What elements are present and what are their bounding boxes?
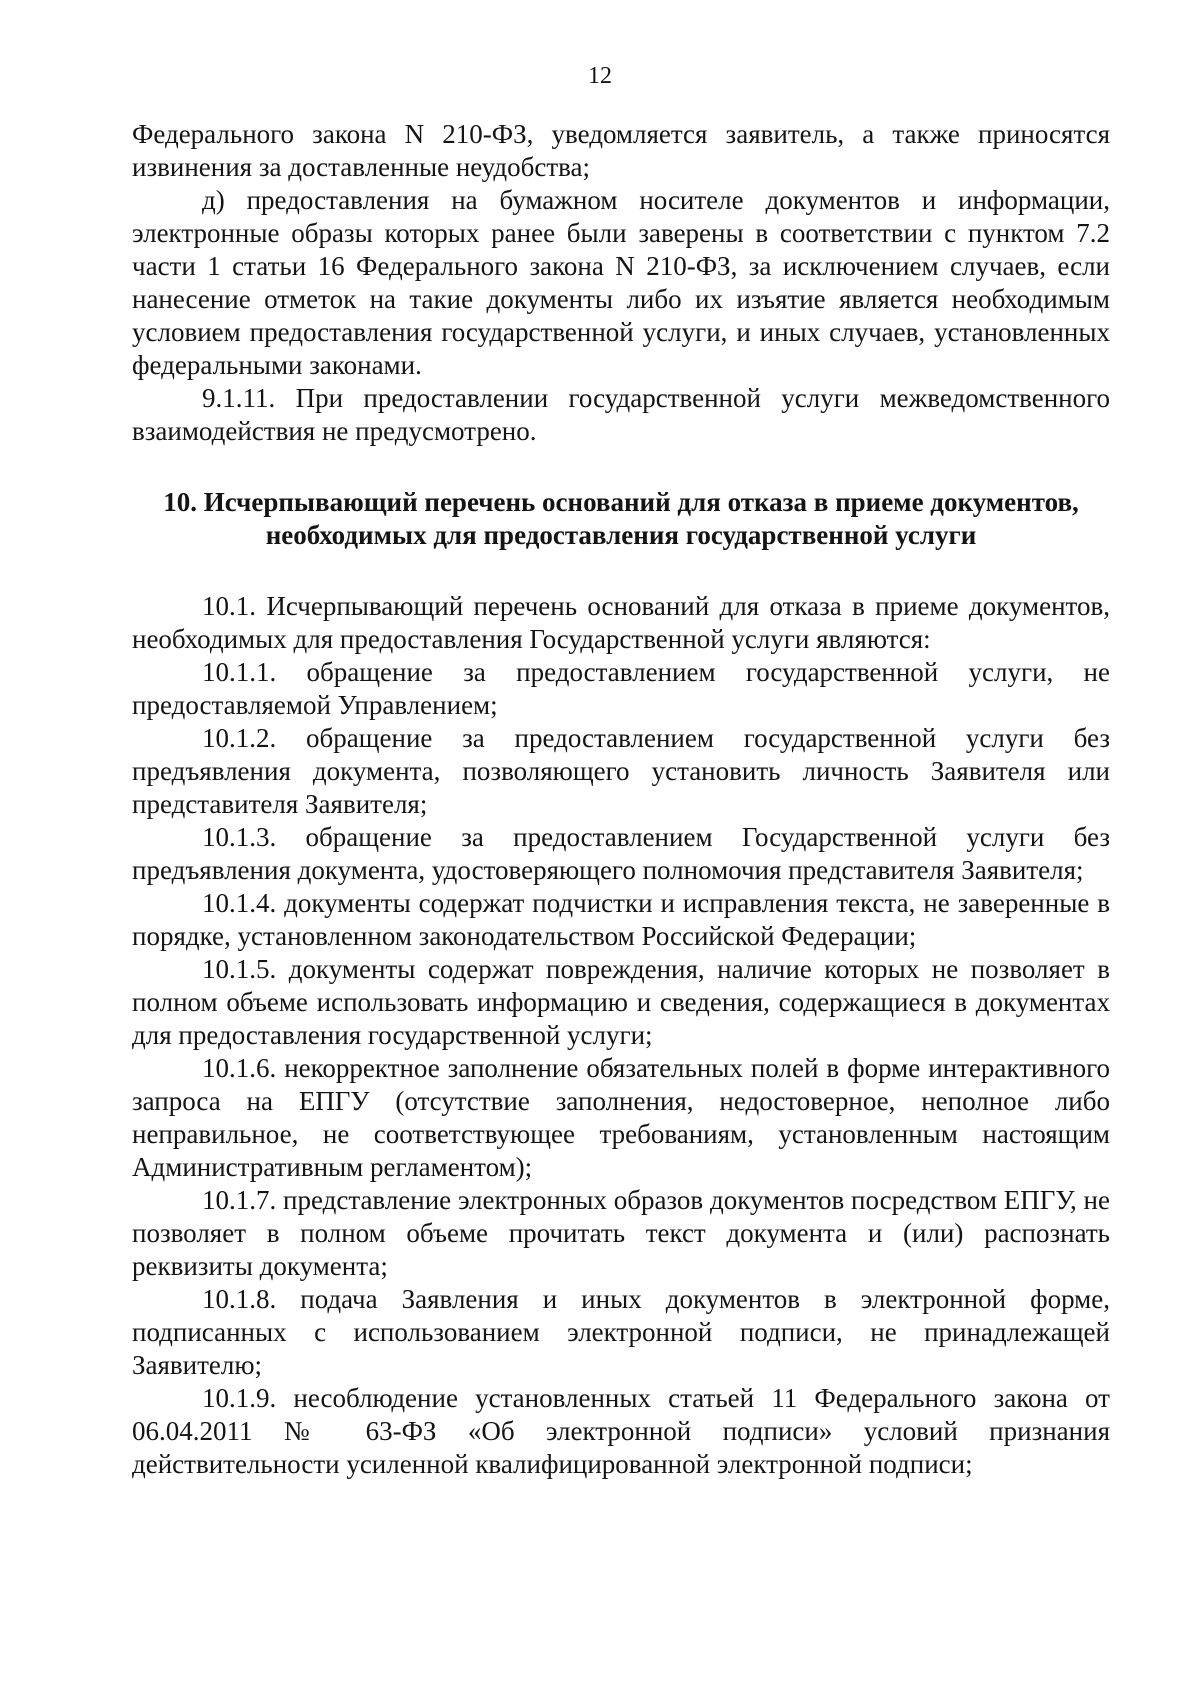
paragraph-10-1-9: 10.1.9. несоблюдение установленных статьей 11 Федерального закона от 06.04.2011 № 63-ФЗ «Об электронной подписи» условий признания действительности усиленной квалифицированной электронной подписи; [132,1383,1110,1479]
paragraph-continuation: Федерального закона N 210-ФЗ, уведомляется заявитель, а также приносятся извинения за доставленные неудобства; [132,119,1110,182]
section-heading-line-1: 10. Исчерпывающий перечень оснований для отказа в приеме документов, [163,487,1079,517]
paragraph-10-1-5: 10.1.5. документы содержат повреждения, наличие которых не позволяет в полном объеме использовать информацию и сведения, содержащиеся в документах для предоставления государственной услуги; [132,954,1110,1050]
paragraph-9-1-11: 9.1.11. При предоставлении государственной услуги межведомственного взаимодействия не предусмотрено. [132,383,1110,446]
paragraph-10-1-1: 10.1.1. обращение за предоставлением государственной услуги, не предоставляемой Управлением; [132,657,1110,720]
paragraph-10-1-7: 10.1.7. представление электронных образов документов посредством ЕПГУ, не позволяет в полном объеме прочитать текст документа и (или) распознать реквизиты документа; [132,1185,1110,1281]
paragraph-10-1-8: 10.1.8. подача Заявления и иных документов в электронной форме, подписанных с использованием электронной подписи, не принадлежащей Заявителю; [132,1284,1110,1380]
paragraph-10-1-6: 10.1.6. некорректное заполнение обязательных полей в форме интерактивного запроса на ЕПГУ (отсутствие заполнения, недостоверное, неполное либо неправильное, не соответствующее требованиям, установленным настоящим Административным регламентом); [132,1053,1110,1182]
page-number: 12 [588,63,612,89]
document-body [132,118,1110,1481]
section-heading [132,486,1110,552]
paragraph-10-1-3: 10.1.3. обращение за предоставлением Государственной услуги без предъявления документа, удостоверяющего полномочия представителя Заявителя; [132,822,1110,885]
section-heading-line-2: необходимых для предоставления государственной услуги [265,520,977,550]
paragraph-10-1: 10.1. Исчерпывающий перечень оснований для отказа в приеме документов, необходимых для предоставления Государственной услуги являются: [132,591,1110,654]
paragraph-10-1-4: 10.1.4. документы содержат подчистки и исправления текста, не заверенные в порядке, установленном законодательством Российской Федерации; [132,888,1110,951]
paragraph-10-1-2: 10.1.2. обращение за предоставлением государственной услуги без предъявления документа, позволяющего установить личность Заявителя или представителя Заявителя; [132,723,1110,819]
paragraph-item-d: д) предоставления на бумажном носителе документов и информации, электронные образы которых ранее были заверены в соответствии с пунктом 7.2 части 1 статьи 16 Федерального закона N 210-ФЗ, за исключением случаев, если нанесение отметок на такие документы либо их изъятие является необходимым условием предоставления государственной услуги, и иных случаев, установленных федеральными законами. [132,185,1110,380]
